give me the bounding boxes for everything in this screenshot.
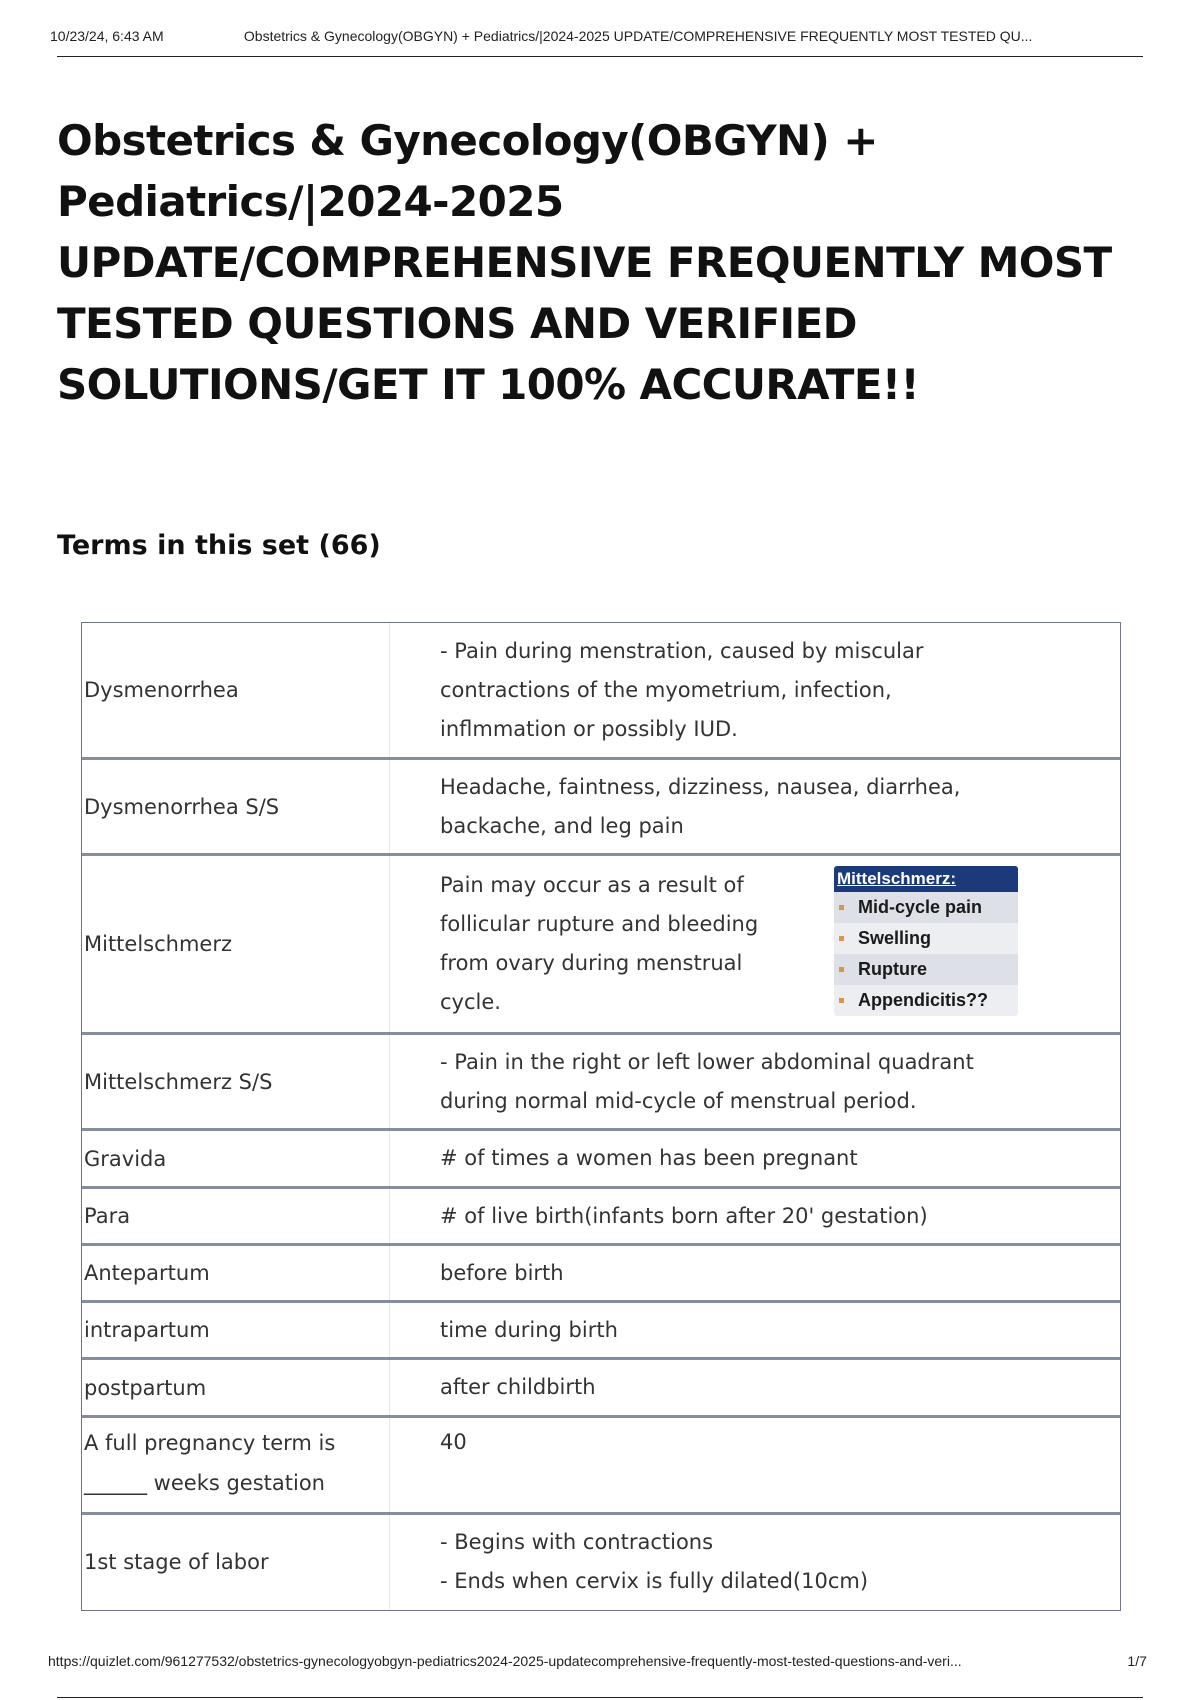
definition-text: cycle. xyxy=(440,990,501,1014)
definition-text: - Pain in the right or left lower abdominal quadrant xyxy=(440,1049,974,1074)
title-line: UPDATE/COMPREHENSIVE FREQUENTLY MOST xyxy=(57,238,1112,287)
term-cell xyxy=(82,1515,390,1609)
title-line: Pediatrics/|2024-2025 xyxy=(57,177,564,226)
image-item-text: Rupture xyxy=(858,959,927,979)
print-header xyxy=(50,28,1146,44)
terms-heading: Terms in this set (66) xyxy=(57,530,381,561)
definition-cell xyxy=(440,1189,1110,1243)
term-text: ______ weeks gestation xyxy=(84,1471,325,1495)
page-number: 1/7 xyxy=(1127,1653,1147,1669)
bullet-icon xyxy=(839,936,844,941)
term-cell xyxy=(82,760,390,853)
definition-cell xyxy=(440,1515,1110,1609)
terms-table xyxy=(81,622,1121,1611)
table-row xyxy=(82,1415,1120,1512)
definition-text: Headache, faintness, dizziness, nausea, diarrhea, xyxy=(440,774,961,799)
term-cell xyxy=(82,1131,390,1186)
definition-text: inflmmation or possibly IUD. xyxy=(440,716,738,741)
definition-text: - Pain during menstration, caused by miscular xyxy=(440,638,924,663)
table-row xyxy=(82,1512,1120,1609)
definition-text: from ovary during menstrual xyxy=(440,951,743,975)
term-text: Mittelschmerz xyxy=(84,932,233,956)
term-cell xyxy=(82,1418,390,1512)
term-text: Dysmenorrhea S/S xyxy=(84,794,280,819)
definition-text: Pain may occur as a result of xyxy=(440,873,744,897)
definition-text: # of times a women has been pregnant xyxy=(440,1146,858,1170)
definition-cell xyxy=(440,623,1110,757)
term-text: Mittelschmerz S/S xyxy=(84,1069,273,1094)
term-text: Dysmenorrhea xyxy=(84,678,239,702)
definition-text: backache, and leg pain xyxy=(440,813,684,838)
term-text: A full pregnancy term is xyxy=(84,1431,336,1455)
page-title xyxy=(57,110,1157,415)
print-datetime: 10/23/24, 6:43 AM xyxy=(50,28,164,44)
table-row xyxy=(82,1357,1120,1415)
term-cell xyxy=(82,1303,390,1357)
image-item-text: Swelling xyxy=(858,928,932,948)
bullet-icon xyxy=(839,967,844,972)
image-heading: Mittelschmerz: xyxy=(834,866,1018,892)
table-row xyxy=(82,1128,1120,1186)
table-row xyxy=(82,1243,1120,1300)
definition-cell xyxy=(440,1246,1110,1300)
bullet-icon xyxy=(839,998,844,1003)
table-row xyxy=(82,1300,1120,1357)
definition-cell xyxy=(440,1303,1110,1357)
term-text: Gravida xyxy=(84,1146,167,1171)
table-row xyxy=(82,623,1120,757)
image-list-item xyxy=(834,954,1018,985)
definition-cell xyxy=(440,856,800,1032)
definition-cell xyxy=(440,760,1110,853)
term-cell xyxy=(82,1189,390,1243)
image-item-text: Appendicitis?? xyxy=(858,990,988,1010)
definition-text: after childbirth xyxy=(440,1375,596,1399)
term-cell xyxy=(82,623,390,757)
definition-text: during normal mid-cycle of menstrual period. xyxy=(440,1088,917,1113)
image-list-item xyxy=(834,923,1018,954)
term-cell xyxy=(82,1246,390,1300)
term-text: Para xyxy=(84,1204,131,1228)
definition-cell xyxy=(440,1418,1110,1512)
definition-text: # of live birth(infants born after 20' gestation) xyxy=(440,1203,928,1228)
definition-text: time during birth xyxy=(440,1317,618,1342)
title-line: SOLUTIONS/GET IT 100% ACCURATE!! xyxy=(57,360,920,409)
image-list-item xyxy=(834,985,1018,1016)
print-doc-title: Obstetrics & Gynecology(OBGYN) + Pediatrics/|2024-2025 UPDATE/COMPREHENSIVE FREQUENTLY MOST TESTED QU... xyxy=(243,28,1033,44)
table-row xyxy=(82,853,1120,1032)
definition-cell xyxy=(440,1131,1110,1186)
definition-cell xyxy=(440,1360,1110,1415)
definition-text: before birth xyxy=(440,1260,564,1285)
definition-text: contractions of the myometrium, infection, xyxy=(440,677,892,702)
image-list-item xyxy=(834,892,1018,923)
definition-text: - Begins with contractions xyxy=(440,1530,714,1554)
bullet-icon xyxy=(839,905,844,910)
term-cell xyxy=(82,1360,390,1415)
term-cell xyxy=(82,1035,390,1128)
print-footer xyxy=(48,1653,1152,1669)
title-line: TESTED QUESTIONS AND VERIFIED xyxy=(57,299,857,348)
table-row xyxy=(82,1186,1120,1243)
header-divider xyxy=(57,56,1143,57)
definition-cell xyxy=(440,1035,1110,1128)
term-cell xyxy=(82,856,390,1032)
term-text: intrapartum xyxy=(84,1318,210,1342)
term-text: postpartum xyxy=(84,1375,207,1400)
table-row xyxy=(82,1032,1120,1128)
definition-text: follicular rupture and bleeding xyxy=(440,912,759,936)
title-line: Obstetrics & Gynecology(OBGYN) + xyxy=(57,116,878,165)
term-text: Antepartum xyxy=(84,1261,210,1285)
footer-divider xyxy=(57,1697,1143,1698)
mittelschmerz-image xyxy=(834,866,1018,1016)
table-row xyxy=(82,757,1120,853)
definition-text: 40 xyxy=(440,1430,467,1454)
term-text: 1st stage of labor xyxy=(84,1550,269,1574)
image-item-text: Mid-cycle pain xyxy=(858,897,983,917)
definition-text: - Ends when cervix is fully dilated(10cm) xyxy=(440,1569,869,1593)
page-url: https://quizlet.com/961277532/obstetrics-gynecologyobgyn-pediatrics2024-2025-updatecomprehensive-frequently-most-tested-questions-and-veri... xyxy=(48,1653,962,1669)
